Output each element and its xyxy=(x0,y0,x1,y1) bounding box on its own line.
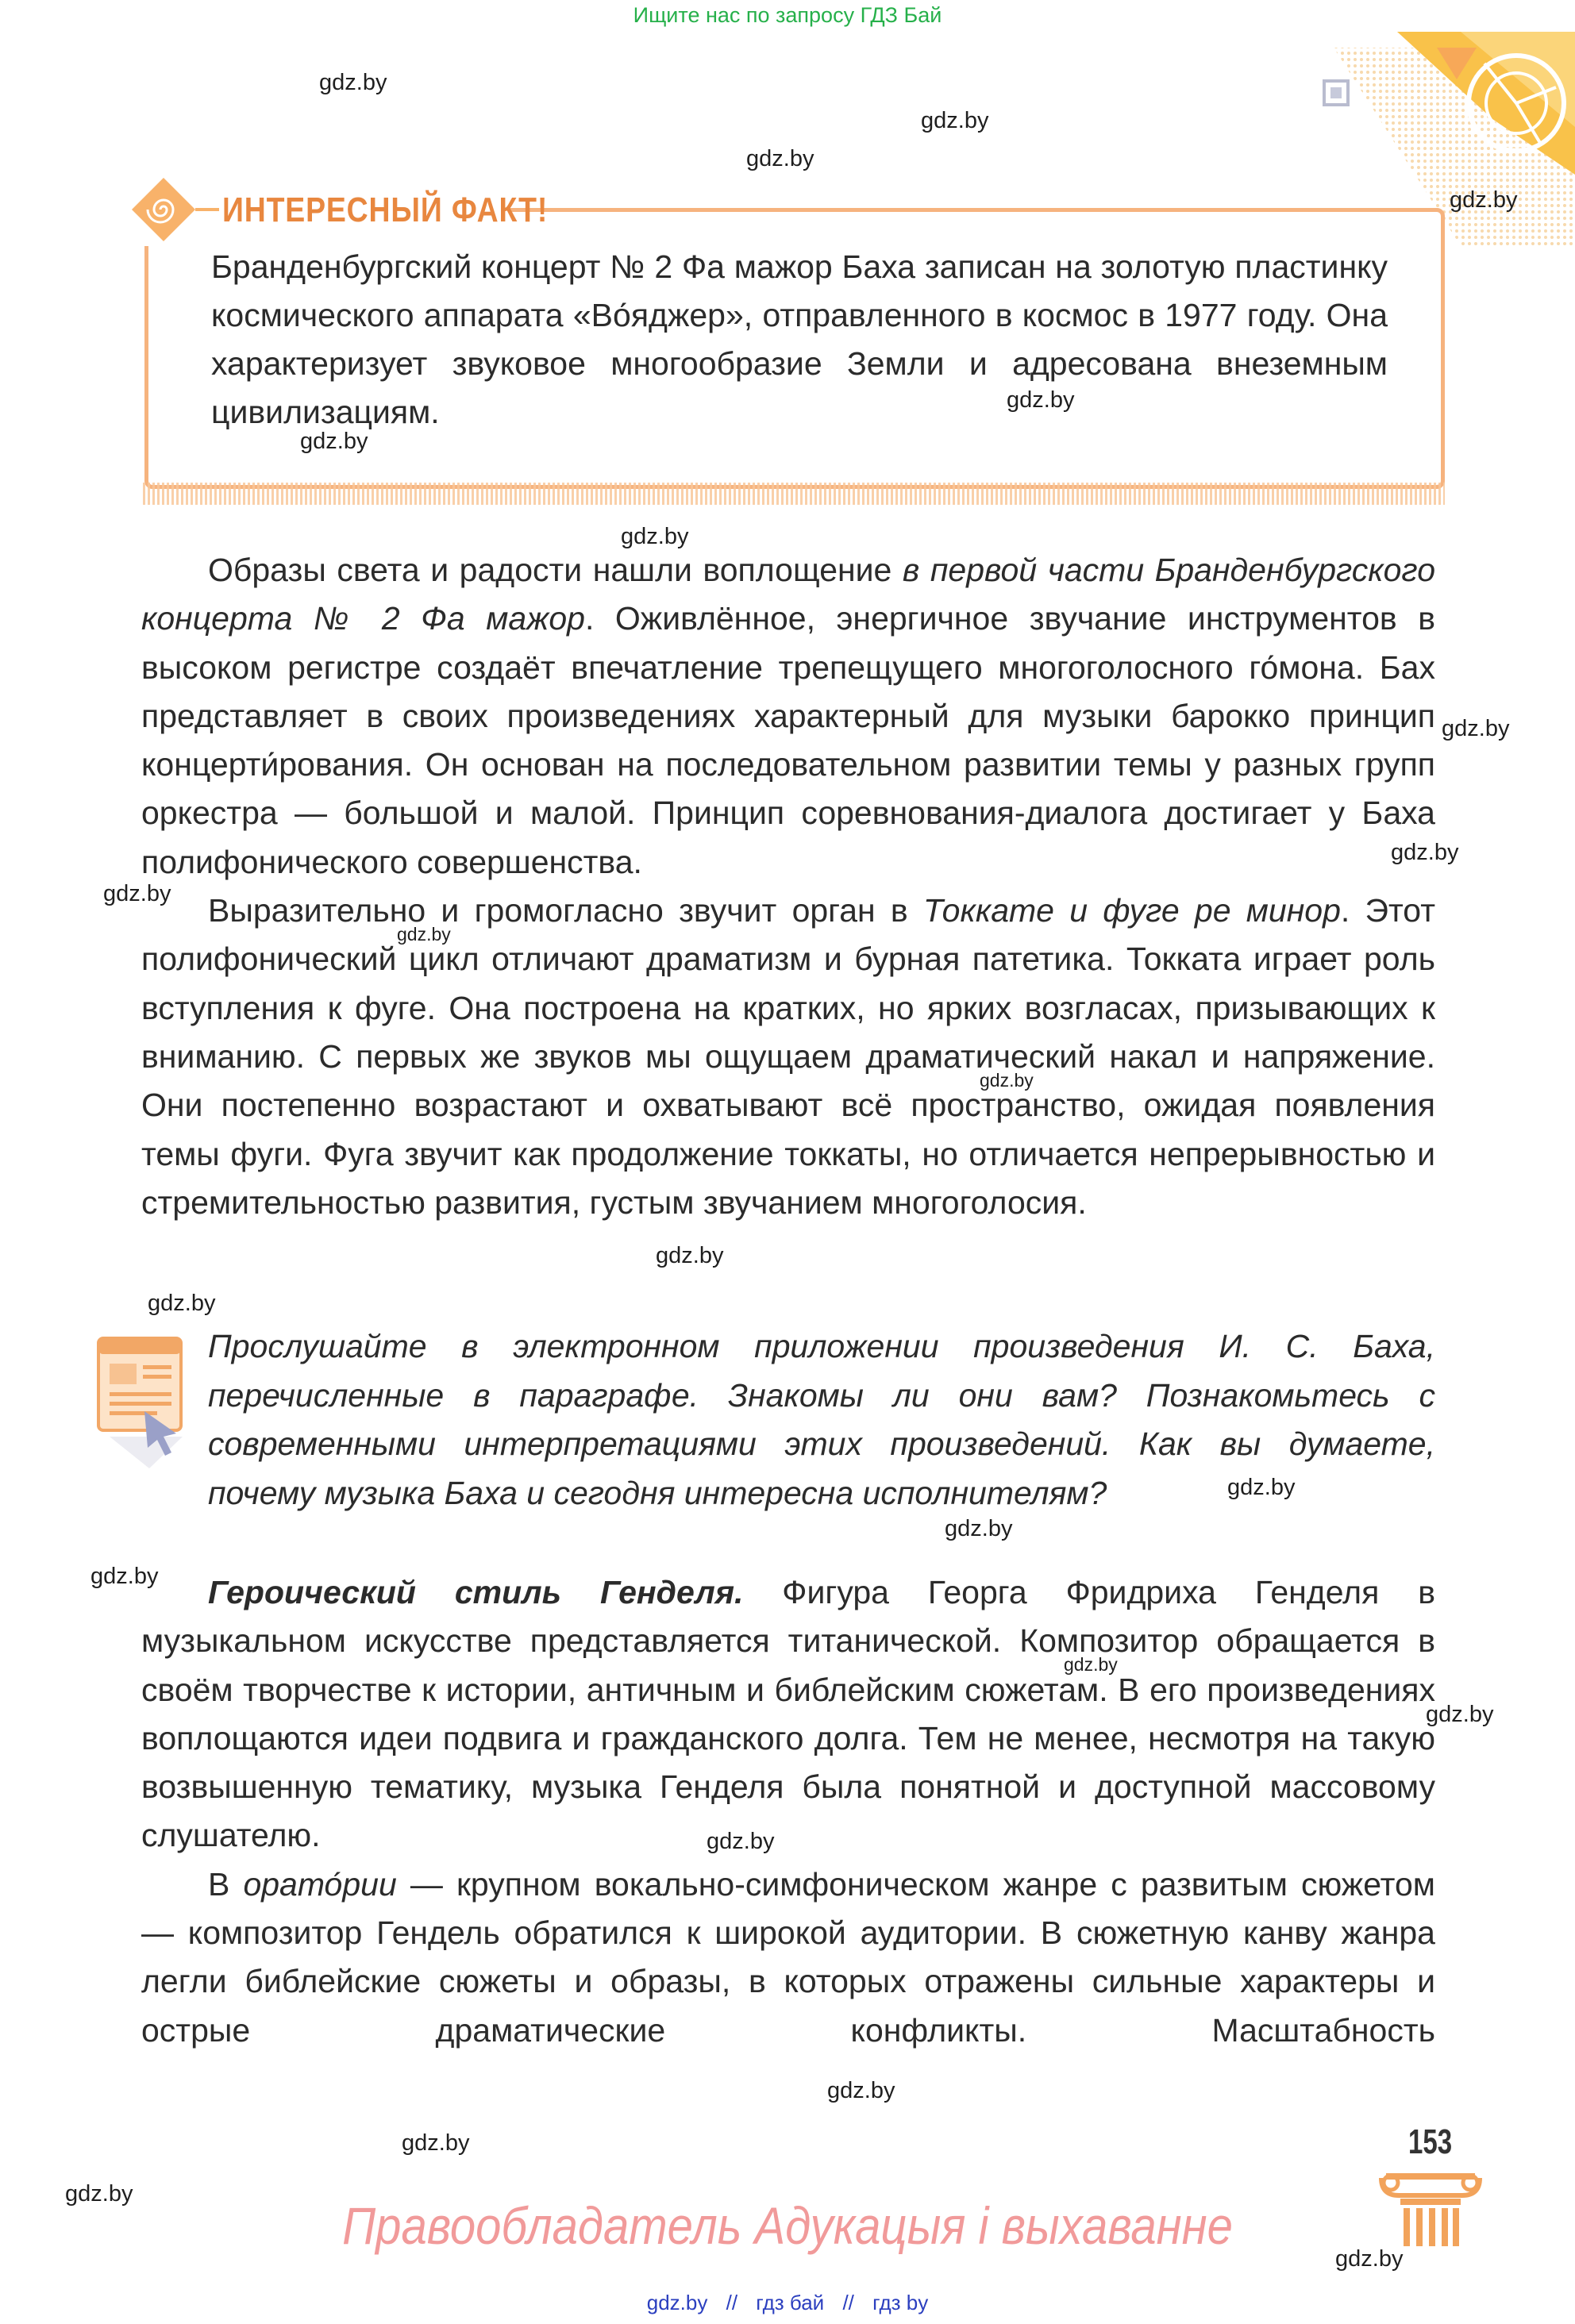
fact-text: Бранденбургский концерт № 2 Фа мажор Баха записан на золотую пластинку космического аппарата «Во́яджер», отправленного в космос в 1977 году. Она характеризует звуковое многообразие Земли и адресована внеземным цивилизациям. xyxy=(211,248,1388,430)
footer-separator: // xyxy=(726,2291,738,2314)
footer-links xyxy=(0,2291,1575,2315)
watermark: gdz.by xyxy=(1227,1475,1296,1500)
watermark: gdz.by xyxy=(300,429,368,454)
watermark: gdz.by xyxy=(148,1291,216,1316)
footer-link[interactable]: гдз by xyxy=(872,2291,929,2314)
watermark: gdz.by xyxy=(90,1564,159,1589)
main-text-block-1 xyxy=(141,546,1435,1227)
watermark: gdz.by xyxy=(921,108,989,133)
top-banner[interactable]: Ищите нас по запросу ГДЗ Бай xyxy=(633,3,942,27)
watermark: gdz.by xyxy=(1450,187,1518,213)
watermark: gdz.by xyxy=(621,524,689,549)
watermark: gdz.by xyxy=(402,2130,470,2156)
paragraph-handel: Героический стиль Генделя. Фигура Георга Фридриха Генделя в музыкальном искусстве представляется титанической. Композитор обращается в своём творчестве к истории, античным и библейским сюжетам. В его произведениях воплощаются идеи подвига и гражданского долга. Тем не менее, несмотря на такую возвышенную тематику, музыка Генделя была понятной и доступной массовому слушателю. xyxy=(141,1574,1435,1854)
watermark: gdz.by xyxy=(1007,387,1075,413)
watermark: gdz.by xyxy=(1064,1654,1118,1675)
paragraph-oratorio: В орато́рии — крупном вокально-симфоническом жанре с развитым сюжетом — композитор Гендель обратился к широкой аудитории. В сюжетную канву жанра легли библейские сюжеты и образы, в которых отражены сильные характеры и острые драматические конфликты. Масштабность xyxy=(141,1865,1435,2049)
footer-link[interactable]: gdz.by xyxy=(646,2291,708,2314)
watermark: gdz.by xyxy=(707,1829,775,1854)
watermark: gdz.by xyxy=(103,881,171,906)
watermark: gdz.by xyxy=(1335,2246,1404,2272)
spiral-ornament-icon xyxy=(132,178,219,241)
footer-separator: // xyxy=(842,2291,854,2314)
paragraph-brandenburg: Образы света и радости нашли воплощение в первой части Бранденбургского концерта № 2 Фа мажор. Оживлённое, энергичное звучание инструментов в высоком регистре создаёт впечатление трепещущего многоголосного го́мона. Бах представляет в своих произведениях характерный для музыки барокко принцип концерти́рования. Он основан на последовательном развитии темы у разных групп оркестра — большой и малой. Принцип соревнования-диалога достигает у Баха полифонического совершенства. xyxy=(141,552,1435,880)
page-number: 153 xyxy=(1408,2122,1453,2161)
watermark: gdz.by xyxy=(945,1516,1013,1541)
copyright-notice: Правообладатель Адукацыя і выхаванне xyxy=(342,2196,1233,2255)
watermark: gdz.by xyxy=(397,924,451,945)
watermark: gdz.by xyxy=(746,146,814,171)
paragraph-toccata: Выразительно и громогласно звучит орган в Токкате и фуге ре минор. Этот полифонический цикл отличают драматизм и бурная патетика. Токката играет роль вступления к фуге. Она построена на кратких, но ярких возгласах, призывающих к вниманию. С первых же звуков мы ощущаем драматический накал и напряжение. Они постепенно возрастают и охватывают всё пространство, ожидая появления темы фуги. Фуга звучит как продолжение токкаты, но отличается непрерывностью и стремительностью развития, густым звучанием многоголосия. xyxy=(141,892,1435,1221)
watermark: gdz.by xyxy=(1391,840,1459,865)
watermark: gdz.by xyxy=(1426,1702,1494,1727)
watermark: gdz.by xyxy=(1442,716,1510,741)
watermark: gdz.by xyxy=(65,2181,133,2207)
electronic-app-icon xyxy=(94,1335,189,1470)
footer-link[interactable]: гдз бай xyxy=(756,2291,825,2314)
main-text-block-2 xyxy=(141,1568,1435,2055)
watermark: gdz.by xyxy=(980,1070,1034,1091)
listening-task: Прослушайте в электронном приложении произведения И. С. Баха, перечисленные в параграфе. Знакомы ли они вам? Познакомьтесь с современными интерпретациями этих произведений. Как вы думаете, почему музыка Баха и сегодня интересна исполнителям? xyxy=(208,1328,1435,1511)
watermark: gdz.by xyxy=(827,2078,895,2103)
watermark: gdz.by xyxy=(656,1243,724,1268)
watermark: gdz.by xyxy=(319,70,387,95)
fact-title: ИНТЕРЕСНЫЙ ФАКТ! xyxy=(222,190,549,229)
fact-box-shadow xyxy=(143,483,1445,505)
